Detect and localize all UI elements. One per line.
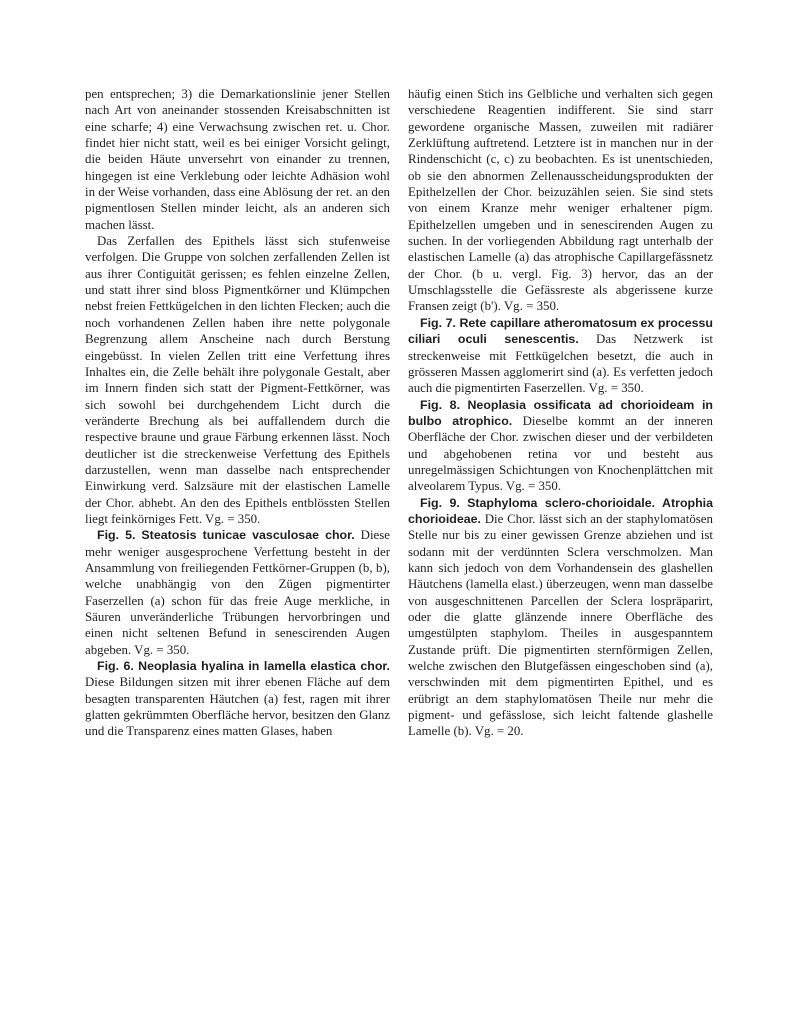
left-column (85, 86, 390, 740)
figure-8-label: Fig. 8. (420, 397, 461, 412)
figure-7-text: Das Netzwerk ist streckenweise mit Fettkügelchen besetzt, die auch in grösseren Massen agglomerirt sind (a). Es verfetten jedoch auch die pigmentirten Faserzellen. Vg. = 350. (408, 332, 713, 396)
figure-6-text: Diese Bildungen sitzen mit ihrer ebenen Fläche auf dem besagten transparenten Häutchen (a) fest, ragen mit ihrer glatten gekrümmten Oberfläche hervor, besitzen den Glanz und die Transparenz eines matten Glases, haben (85, 675, 390, 739)
figure-8-title: Neoplasia ossificata ad chorioideam in bulbo atrophico. (408, 397, 713, 428)
figure-9-title: Staphyloma sclero-chorioidale. Atrophia chorioideae. (408, 495, 713, 526)
paragraph-demarkation: pen entsprechen; 3) die Demarkationslinie jener Stellen nach Art von aneinander stossenden Kreisabschnitten ist eine scharfe; 4) eine Verwachsung zwischen ret. u. Chor. findet hier nicht statt, weil es bei einiger Vorsicht gelingt, die beiden Häute unversehrt von einander zu trennen, hingegen ist eine Verklebung oder leichte Adhäsion wohl in der Weise vorhanden, dass eine Ablösung der ret. an den pigmentlosen Stellen minder leicht, als an anderen sich machen lässt. (85, 87, 390, 232)
figure-5-title: Steatosis tunicae vasculosae chor. (141, 528, 355, 543)
figure-5-text: Diese mehr weniger ausgesprochene Verfettung besteht in der Ansammlung von freiliegenden Fettkörner-Gruppen (b, b), welche unabhängig von den Zügen pigmentirter Faserzellen (a) schon für das freie Auge merkliche, in Säuren unveränderliche Trübungen hervorbringen und einen nicht seltenen Befund in senescirenden Augen abgeben. Vg. = 350. (85, 528, 390, 657)
paragraph-figure-6-continued: häufig einen Stich ins Gelbliche und verhalten sich gegen verschiedene Reagentien indifferent. Sie sind starr gewordene organische Massen, zuweilen mit radiärer Zerklüftung auftretend. Letztere ist in manchen nur in der Rindenschicht (c, c) zu beobachten. Es ist unentschieden, ob sie den abnormen Zellenausscheidungsprodukten der Epithelzellen der Chor. beizuzählen seien. Sie sind stets von einem Kranze mehr weniger erhaltener pigm. Epithelzellen umgeben und in senescirenden Augen zu suchen. In der vorliegenden Abbildung ragt unterhalb der elastischen Lamelle (a) das atrophische Capillargefässnetz der Chor. (b u. vergl. Fig. 3) hervor, das an der Umschlagsstelle die Gefässreste als abgerissene kurze Fransen zeigt (b'). Vg. = 350. (408, 87, 713, 314)
figure-9-section (408, 495, 713, 740)
figure-5-section (85, 527, 390, 658)
figure-8-text: Dieselbe kommt an der inneren Oberfläche der Chor. zwischen dieser und der verbildeten und abgehobenen retina vor und besteht aus unregelmässigen Schichtungen von Knochenplättchen mit alveolarem Typus. Vg. = 350. (408, 413, 713, 494)
figure-8-section (408, 397, 713, 495)
figure-7-section (408, 315, 713, 397)
figure-6-section (85, 658, 390, 740)
figure-7-label: Fig. 7. (420, 315, 457, 330)
figure-5-label: Fig. 5. (97, 528, 136, 543)
figure-6-label: Fig. 6. (97, 659, 134, 674)
figure-9-text: Die Chor. lässt sich an der staphylomatösen Stelle nur bis zu einer gewissen Grenze abziehen und ist sodann mit der verdünnten Sclera verschmolzen. Man kann sich jedoch von dem Vorhandensein des glashellen Häutchens (lamella elast.) überzeugen, wenn man dasselbe von ausgeschnittenen Parcellen der Sclera lospräparirt, oder die glatte glänzende innere Oberfläche des umgestülpten staphylom. Theiles in ausgespanntem Zustande prüft. Die pigmentirten sternförmigen Zellen, welche zwischen den Blutgefässen eingeschoben sind (a), verschwinden mit dem pigmentirten Epithel, und es erübrigt an dem staphylomatösen Theile nur mehr die pigment- und gefässlose, sich leicht faltende glashelle Lamelle (b). Vg. = 20. (408, 511, 713, 739)
paragraph-epithel-zerfall: Das Zerfallen des Epithels lässt sich stufenweise verfolgen. Die Gruppe von solchen zerfallenden Zellen ist aus ihrer Contiguität gerissen; es fehlen einzelne Zellen, und statt ihrer sind bloss Pigmentkörner und Klümpchen nebst freien Fettkügelchen in den lichten Flecken; auch die noch vorhandenen Zellen haben ihre nette polygonale Begrenzung allem Anscheine nach durch Berstung eingebüsst. In vielen Zellen tritt eine Verfettung ihres Inhaltes ein, die Zelle behält ihre polygonale Gestalt, aber im Innern finden sich statt der Pigment-Fettkörner, was sich sowohl bei durchgehendem Licht durch die veränderte Brechung als bei auffallendem durch die respective braune und graue Färbung erkennen lässt. Noch deutlicher ist die streckenweise Verfettung des Epithels darzustellen, wenn man dasselbe nach entsprechender Einwirkung verd. Salzsäure mit der elastischen Lamelle der Chor. abhebt. An den des Epithels entblössten Stellen liegt feinkörniges Fett. Vg. = 350. (85, 234, 390, 526)
figure-9-label: Fig. 9. (420, 495, 460, 510)
right-column (408, 86, 713, 740)
figure-7-title: Rete capillare atheromatosum ex processu ciliari oculi senescentis. (408, 315, 713, 347)
figure-6-title: Neoplasia hyalina in lamella elastica chor. (138, 659, 390, 674)
